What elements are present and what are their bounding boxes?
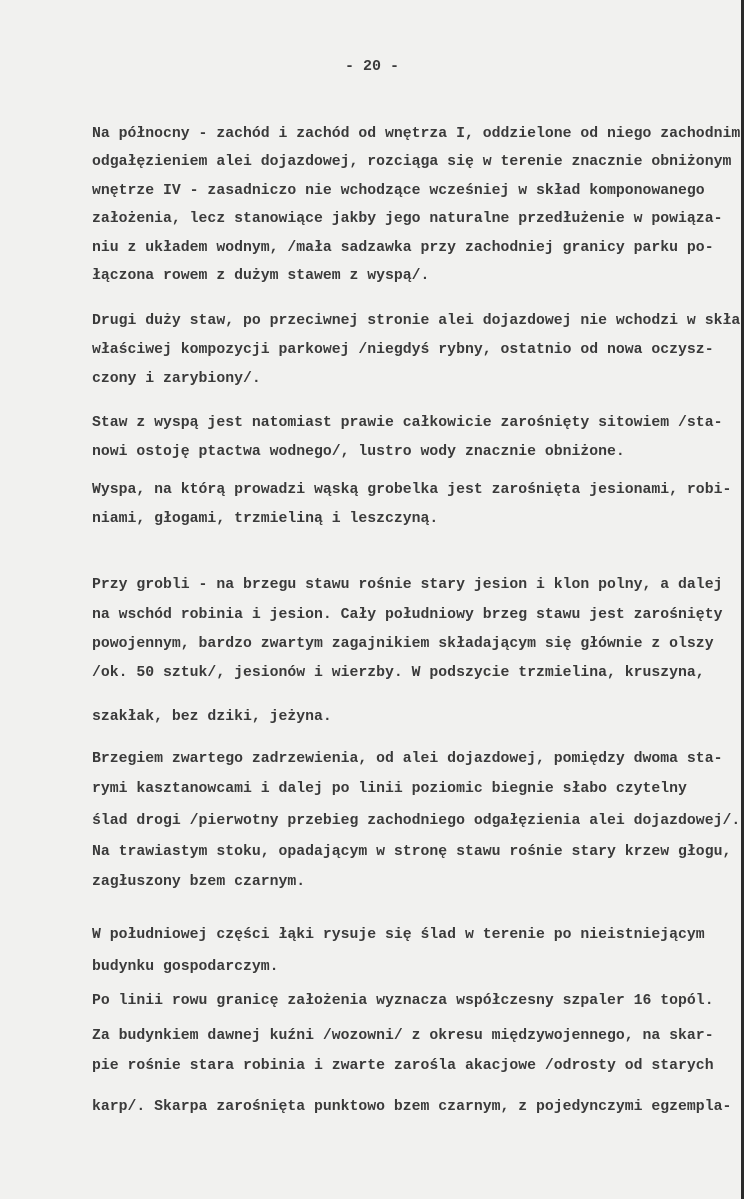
text-line: czony i zarybiony/. [92, 371, 261, 387]
text-line: pie rośnie stara robinia i zwarte zarośla akacjowe /odrosty od starych [92, 1058, 714, 1074]
text-line: Za budynkiem dawnej kuźni /wozowni/ z okresu międzywojennego, na skar- [92, 1028, 714, 1044]
text-line: budynku gospodarczym. [92, 959, 279, 975]
text-line: powojennym, bardzo zwartym zagajnikiem składającym się głównie z olszy [92, 636, 714, 652]
text-line: łączona rowem z dużym stawem z wyspą/. [92, 268, 430, 284]
text-line: zagłuszony bzem czarnym. [92, 874, 306, 890]
page-number: - 20 - [344, 58, 399, 75]
text-line: na wschód robinia i jesion. Cały południowy brzeg stawu jest zarośnięty [92, 607, 723, 623]
text-line: założenia, lecz stanowiące jakby jego naturalne przedłużenie w powiąza- [92, 211, 723, 227]
text-line: Brzegiem zwartego zadrzewienia, od alei dojazdowej, pomiędzy dwoma sta- [92, 751, 723, 767]
text-line: Drugi duży staw, po przeciwnej stronie alei dojazdowej nie wchodzi w skła [92, 313, 741, 329]
text-line: Staw z wyspą jest natomiast prawie całkowicie zarośnięty sitowiem /sta- [92, 415, 723, 431]
text-line: karp/. Skarpa zarośnięta punktowo bzem czarnym, z pojedynczymi egzempla- [92, 1099, 732, 1115]
text-line: Na trawiastym stoku, opadającym w stronę stawu rośnie stary krzew głogu, [92, 844, 732, 860]
text-line: wnętrze IV - zasadniczo nie wchodzące wcześniej w skład komponowanego [92, 183, 705, 199]
text-line: szakłak, bez dziki, jeżyna. [92, 709, 332, 725]
text-line: niami, głogami, trzmieliną i leszczyną. [92, 511, 439, 527]
text-line: nowi ostoję ptactwa wodnego/, lustro wody znacznie obniżone. [92, 444, 625, 460]
text-line: /ok. 50 sztuk/, jesionów i wierzby. W podszycie trzmielina, kruszyna, [92, 665, 705, 681]
text-line: Wyspa, na którą prowadzi wąską grobelka jest zarośnięta jesionami, robi- [92, 482, 732, 498]
text-line: odgałęzieniem alei dojazdowej, rozciąga się w terenie znacznie obniżonym [92, 154, 732, 170]
text-line: Na północny - zachód i zachód od wnętrza I, oddzielone od niego zachodnim [92, 126, 741, 142]
text-line: ślad drogi /pierwotny przebieg zachodniego odgałęzienia alei dojazdowej/. [92, 813, 741, 829]
text-line: W południowej części łąki rysuje się ślad w terenie po nieistniejącym [92, 927, 705, 943]
text-line: niu z układem wodnym, /mała sadzawka przy zachodniej granicy parku po- [92, 240, 714, 256]
text-line: Przy grobli - na brzegu stawu rośnie stary jesion i klon polny, a dalej [92, 577, 723, 593]
text-line: właściwej kompozycji parkowej /niegdyś rybny, ostatnio od nowa oczysz- [92, 342, 714, 358]
text-line: rymi kasztanowcami i dalej po linii poziomic biegnie słabo czytelny [92, 781, 687, 797]
text-line: Po linii rowu granicę założenia wyznacza współczesny szpaler 16 topól. [92, 993, 714, 1009]
